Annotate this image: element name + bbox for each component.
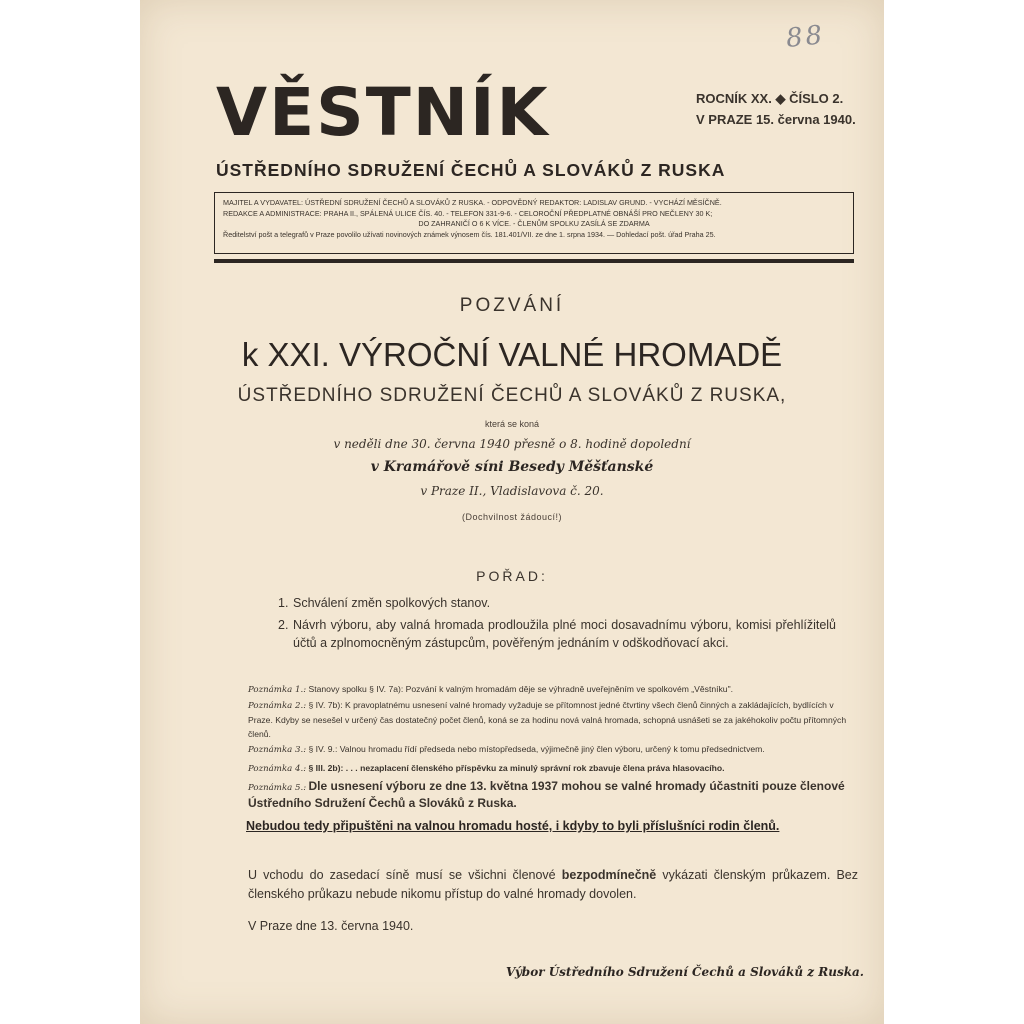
note — [248, 778, 858, 811]
program-item-text: Návrh výboru, aby valná hromada prodloužila plné moci dosavadnímu výboru, komisi přehlížitelů účtů a zplnomocněným zástupcům, pověřeným jednáním v odškodňovací akci. — [293, 618, 836, 650]
invitation-place: v Kramářově síni Besedy Měšťanské — [370, 459, 654, 475]
invitation-label: POZVÁNÍ — [459, 295, 565, 316]
impressum-line: DO ZAHRANIČÍ O 6 K VÍCE. - ČLENŮM SPOLKU ZASÍLÁ SE ZDARMA — [418, 219, 650, 228]
note-text: § IV. 7b): K pravoplatnému usnesení valné hromady vyžaduje se přítomnost jedné čtvrtiny všech členů činných a zakládajících, bydlících v Praze. Kdyby se nesešel v určený čas dostatečný počet členů, koná se za hodinu nová valná hromada, schopná usnášeti se za jakéhokoliv počtu přítomných členů. — [248, 700, 847, 739]
note-text: Stanovy spolku § IV. 7a): Pozvání k valným hromadám děje se výhradně uveřejněním ve spolkovém „Věstníku". — [308, 684, 734, 694]
note-text: Dle usnesení výboru ze dne 13. května 1937 mohou se valné hromady účastniti pouze členové Ústředního Sdružení Čechů a Slováků z Ruska. — [248, 779, 845, 810]
note-label: Poznámka 4.: — [248, 764, 307, 774]
document-page — [140, 0, 884, 1024]
note-label: Poznámka 1.: — [248, 685, 307, 695]
program-heading: POŘAD: — [476, 568, 548, 584]
invitation-address: v Praze II., Vladislavova č. 20. — [420, 484, 604, 498]
entry-notice-after: vykázati členským průkazem. Bez členského průkazu nebude nikomu přístup do valné hromady dovolen. — [248, 868, 858, 901]
invitation-date: v neděli dne 30. června 1940 přesně o 8. hodině dopolední — [333, 437, 691, 451]
masthead-subtitle: ÚSTŘEDNÍHO SDRUŽENÍ ČECHŮ A SLOVÁKŮ Z RUSKA — [216, 160, 726, 180]
signature: Výbor Ústředního Sdružení Čechů a Slováků z Ruska. — [506, 965, 864, 979]
note — [248, 761, 858, 776]
masthead-title: VĚSTNÍK — [216, 74, 550, 151]
note — [248, 742, 858, 757]
note — [248, 698, 858, 741]
entry-notice-before: U vchodu do zasedací síně musí se všichni členové — [248, 868, 556, 882]
invitation-title: k XXI. VÝROČNÍ VALNÉ HROMADĚ — [241, 336, 783, 373]
issue-date: V PRAZE 15. června 1940. — [696, 112, 856, 127]
note-label: Poznámka 3.: — [248, 745, 307, 755]
impressum-line: MAJITEL A VYDAVATEL: ÚSTŘEDNÍ SDRUŽENÍ ČECHŮ A SLOVÁKŮ Z RUSKA. - ODPOVĚDNÝ REDAKTOR: LADISLAV GRUND. - VYCHÁZÍ MĚSÍČNĚ. — [223, 198, 722, 207]
pencil-mark: 88 — [784, 20, 827, 54]
entry-notice-emphasis: bezpodmínečně — [561, 868, 657, 882]
invitation-org: ÚSTŘEDNÍHO SDRUŽENÍ ČECHŮ A SLOVÁKŮ Z RUSKA, — [237, 385, 787, 406]
program-item-text: Schválení změn spolkových stanov. — [293, 596, 491, 610]
impressum-line: Ředitelství pošt a telegrafů v Praze povolilo užívati novinových známek výnosem čís. 181.401/VII. ze dne 1. srpna 1934. — Dohledací pošt. úřad Praha 25. — [223, 229, 716, 239]
note — [248, 682, 858, 697]
dated-line: V Praze dne 13. června 1940. — [248, 919, 414, 933]
masthead-rule — [214, 259, 854, 263]
issue-info — [696, 88, 856, 130]
guests-warning: Nebudou tedy připuštěni na valnou hromadu hosté, i kdyby to byli příslušníci rodin členů. — [246, 819, 780, 833]
impressum-line: REDAKCE A ADMINISTRACE: PRAHA II., SPÁLENÁ ULICE ČÍS. 40. - TELEFON 331-9-6. - CELOROČNÍ PŘEDPLATNÉ OBNÁŠÍ PRO NEČLENY 30 K; — [223, 208, 713, 218]
note-label: Poznámka 2.: — [248, 701, 307, 711]
invitation-which: která se koná — [484, 419, 540, 429]
impressum-box — [214, 192, 854, 254]
note-label: Poznámka 5.: — [248, 783, 307, 793]
note-text: § IV. 9.: Valnou hromadu řídí předseda nebo místopředseda, výjimečně jiný člen výboru, určený k tomu předsednictvem. — [308, 744, 765, 754]
punctuality-note: (Dochvilnost žádoucí!) — [461, 512, 563, 522]
note-text: § III. 2b): . . . nezaplacení členského příspěvku za minulý správní rok zbavuje člena práva hlasovacího. — [308, 763, 725, 773]
issue-volume: ROCNÍK XX. ◆ ČÍSLO 2. — [696, 91, 844, 106]
program-item — [278, 616, 836, 652]
program-item-number: 2. — [278, 618, 289, 632]
program-item — [278, 594, 836, 612]
entry-notice — [248, 866, 858, 904]
program-item-number: 1. — [278, 596, 289, 610]
